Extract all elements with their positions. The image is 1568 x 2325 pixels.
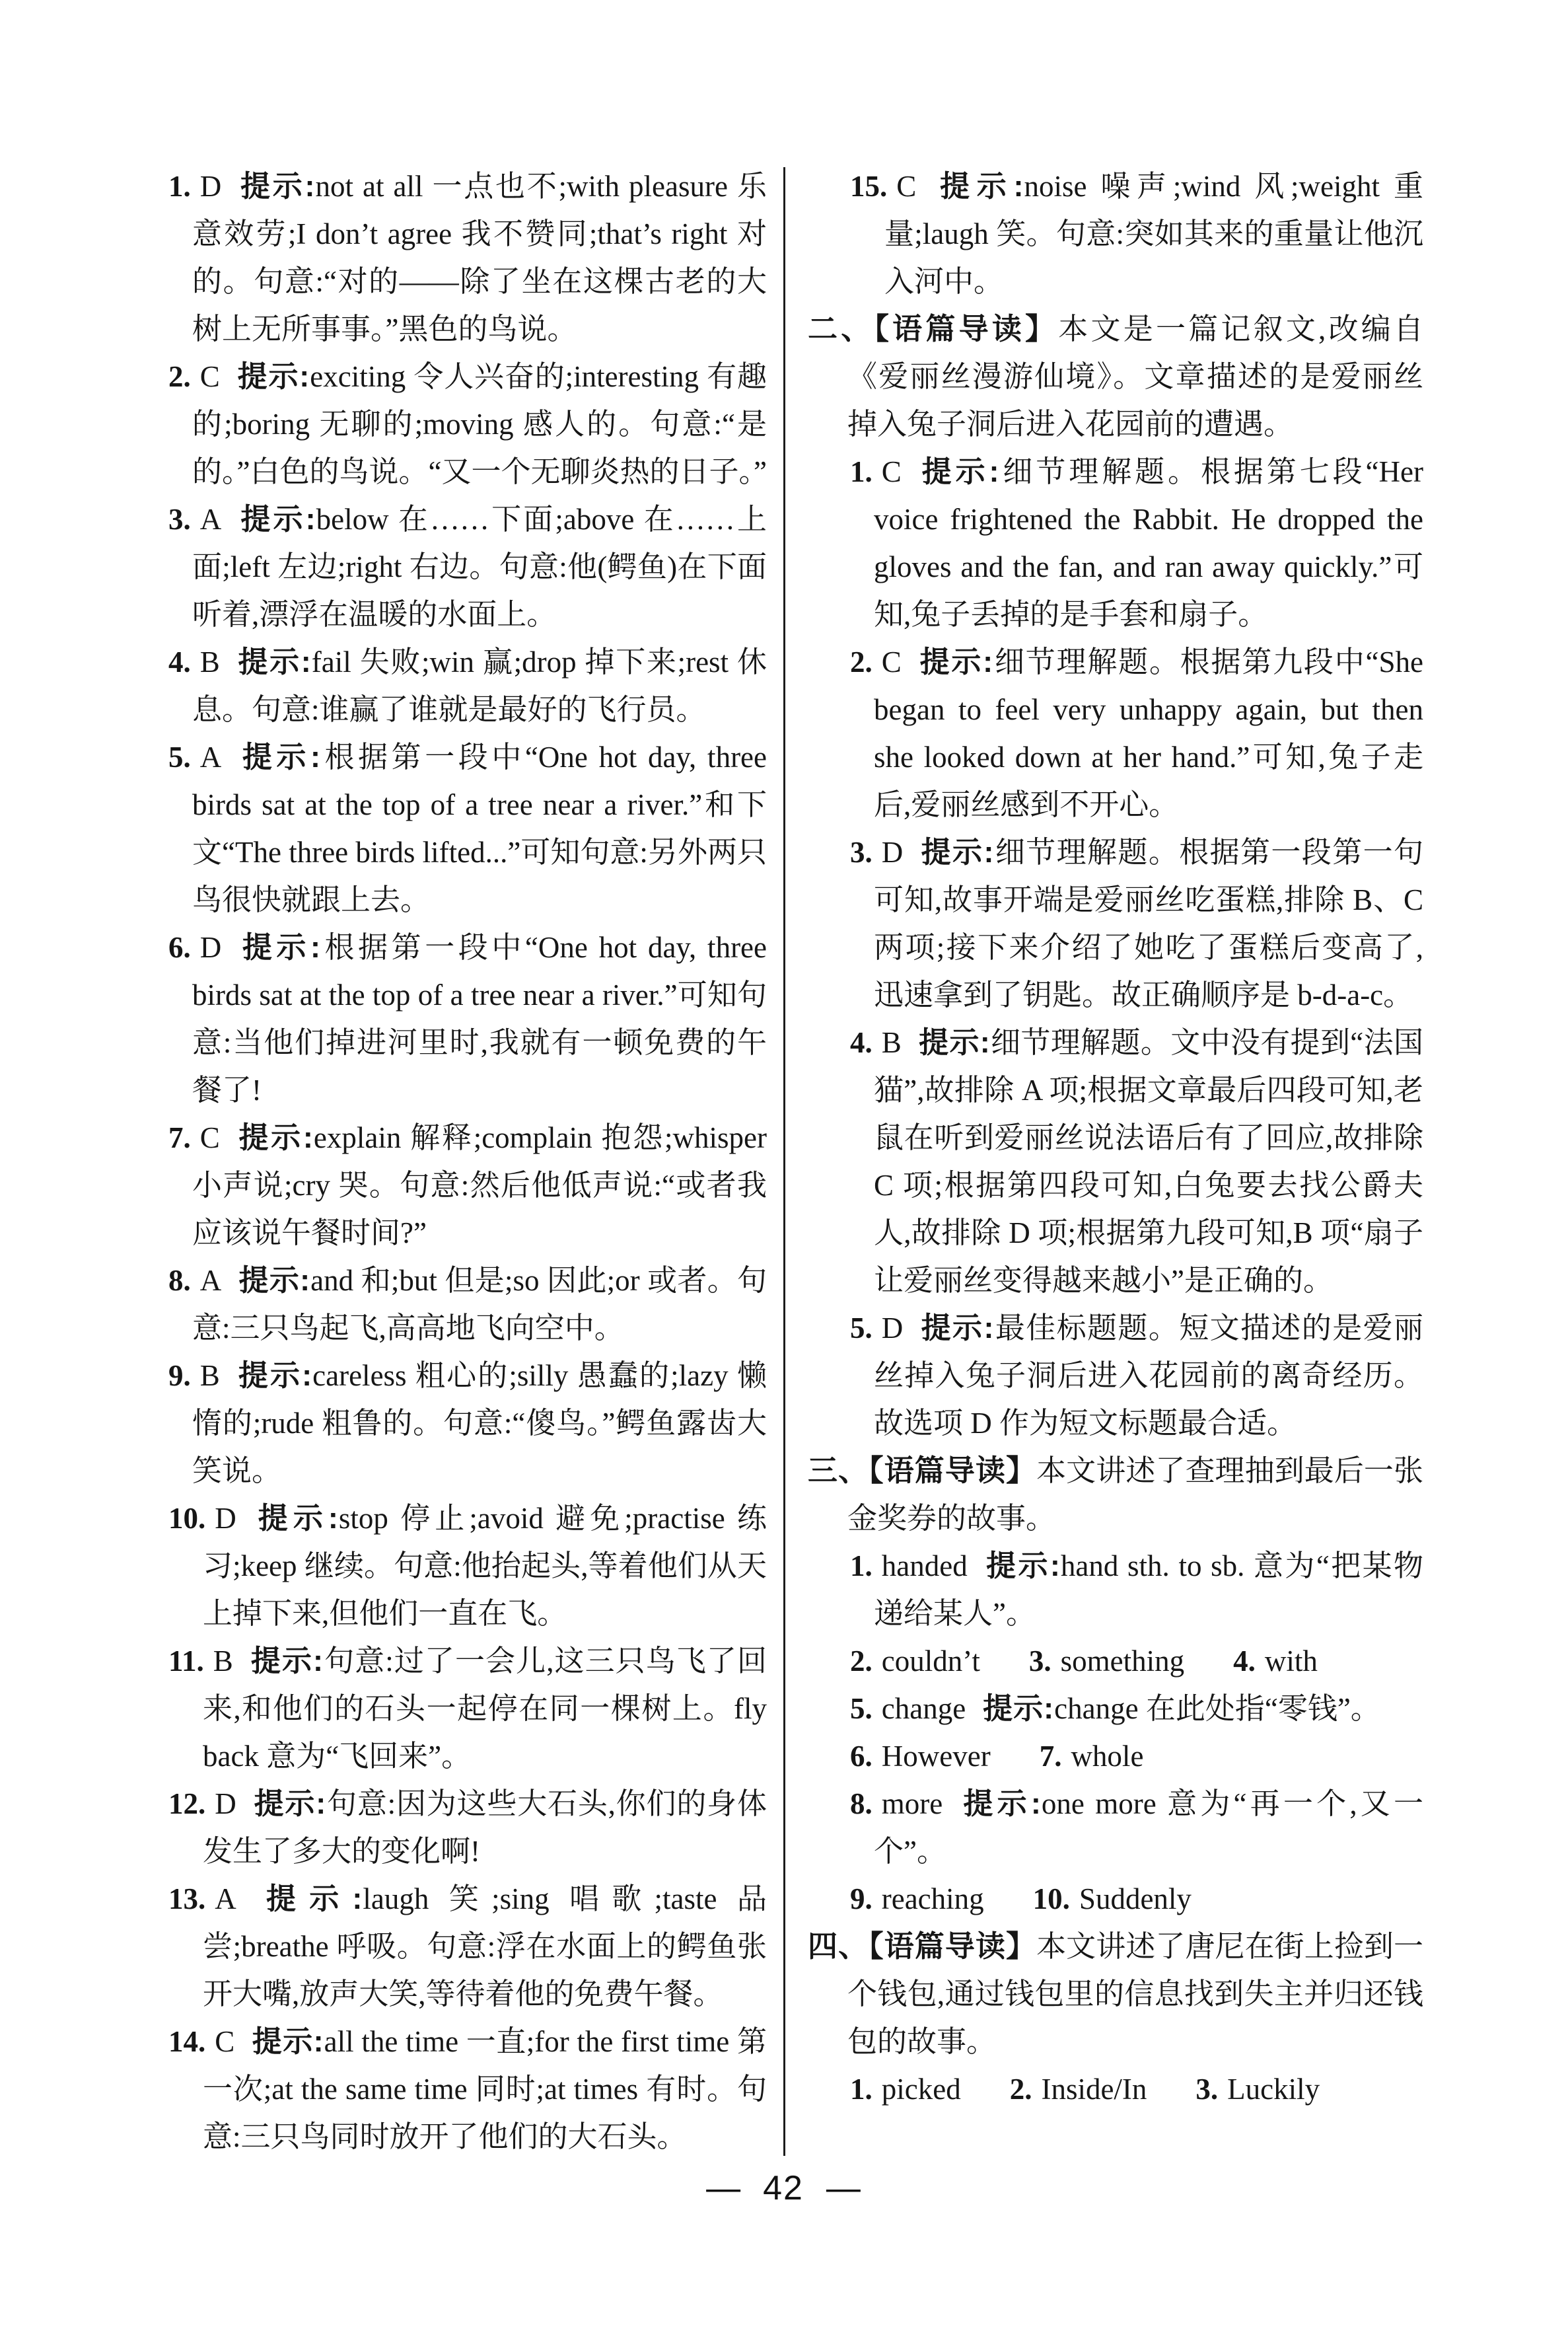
answer-text: C [215,2025,235,2058]
answer-text: C [881,646,902,679]
answer-row [850,1732,1423,1780]
explanation-text: one more 意为“再一个,又一个”。 [874,1787,1423,1868]
item-number: 5. [850,1692,873,1725]
hint-label: 提示: [918,1025,991,1059]
answer-text: Suddenly [1079,1882,1192,1915]
section-header [808,1447,1423,1542]
answer-text: A [199,1264,222,1297]
answer-text: Luckily [1227,2073,1320,2106]
answer-text: handed [881,1549,968,1582]
explanation-text: 本文讲述了查理抽到最后一张金奖券的故事。 [847,1454,1423,1535]
answer-text: C [896,170,917,203]
item-number: 2. [1009,2073,1032,2106]
section-label: 三、【语篇导读】 [808,1454,1037,1487]
hint-label: 提示: [238,930,321,964]
answer-item [168,924,767,1114]
explanation-text: below 在……下面;above 在……上面;left 左边;right 右边。句意:他(鳄鱼)在下面听着,漂浮在温暖的水面上。 [192,503,767,631]
item-number: 8. [850,1787,873,1820]
item-number: 13. [168,1882,206,1915]
item-number: 1. [850,1549,873,1582]
answer-row [850,2065,1423,2113]
explanation-text: stop 停止;avoid 避免;practise 练习;keep 继续。句意:他抬起头,等着他们从天上掉下来,但他们一直在飞。 [203,1502,767,1630]
explanation-text: 细节理解题。文中没有提到“法国猫”,故排除 A 项;根据文章最后四段可知,老鼠在听到爱丽丝说法语后有了回应,故排除 C 项;根据第四段可知,白兔要去找公爵夫人,故排除 D 项;根据第九段可知,B 项“扇子让爱丽丝变得越来越小”是正确的。 [874,1026,1423,1297]
item-number: 4. [1233,1644,1256,1678]
answer-text: D [881,1311,904,1345]
answer-text: reaching [881,1882,984,1915]
answer-item [168,1257,767,1352]
explanation-text: and 和;but 但是;so 因此;or 或者。句意:三只鸟起飞,高高地飞向空中。 [192,1264,767,1345]
answer-item [168,1495,767,1637]
answer-item [168,1114,767,1257]
answer-item [168,496,767,638]
answer-item [850,829,1423,1019]
answer-text: whole [1071,1740,1144,1773]
hint-label: 提示: [236,1358,313,1392]
answer-text: Inside/In [1041,2073,1147,2106]
hint-label: 提示: [918,645,994,679]
explanation-text: 根据第一段中“One hot day, three birds sat at the top of a tree near a river.”可知句意:当他们掉进河里时,我就有一顿免费的午餐了! [192,931,767,1107]
explanation-text: 本文是一篇记叙文,改编自《爱丽丝漫游仙境》。文章描述的是爱丽丝掉入兔子洞后进入花园前的遭遇。 [847,313,1423,441]
explanation-text: 最佳标题题。短文描述的是爱丽丝掉入兔子洞后进入花园前的离奇经历。故选项 D 作为短文标题最合适。 [874,1311,1423,1440]
item-number: 4. [850,1026,873,1059]
answer-item [168,1637,767,1780]
column-divider-line [783,167,785,2156]
answer-text: B [213,1644,233,1678]
item-number: 3. [850,836,873,869]
answer-text: C [881,455,902,488]
hint-label: 提示: [983,1691,1055,1725]
explanation-text: noise 噪声;wind 风;weight 重量;laugh 笑。句意:突如其来的重量让他沉入河中。 [884,170,1423,298]
item-number: 7. [1039,1740,1062,1773]
explanation-text: 句意:因为这些大石头,你们的身体发生了多大的变化啊! [203,1787,767,1868]
section-header [808,305,1423,448]
item-number: 7. [168,1121,191,1154]
explanation-text: 细节理解题。根据第一段第一句可知,故事开端是爱丽丝吃蛋糕,排除 B、C 两项;接下来介绍了她吃了蛋糕后变高了,迅速拿到了钥匙。故正确顺序是 b-d-a-c。 [874,836,1423,1012]
hint-label: 提示: [238,502,316,536]
explanation-text: 根据第一段中“One hot day, three birds sat at the top of a tree near a river.”和下文“The three birds lifted...”可知句意:另外两只鸟很快就跟上去。 [192,741,767,916]
answer-text: B [199,1359,220,1392]
explanation-text: 细节理解题。根据第九段中“She began to feel very unhappy again, but then she looked down at her hand.”可知,兔子走后,爱丽丝感到不开心。 [874,646,1423,821]
answer-text: D [199,170,222,203]
answer-text: D [881,836,904,869]
item-number: 3. [168,503,191,536]
hint-label: 提示: [984,1549,1061,1582]
item-number: 6. [168,931,191,964]
answer-item [850,638,1423,829]
hint-label: 提示: [238,1263,311,1297]
answer-text: C [199,1121,220,1154]
section-header [808,1923,1423,2065]
answer-text: change [881,1692,966,1725]
hint-label: 提示: [236,1121,314,1154]
answer-item [850,1780,1423,1875]
answer-item [168,638,767,733]
answer-text: C [199,360,220,393]
section-label: 四、【语篇导读】 [808,1929,1037,1963]
hint-label: 提示: [253,1882,363,1915]
hint-label: 提示: [933,169,1024,203]
item-number: 9. [168,1359,191,1392]
page-number-right-dash: — [826,2169,861,2207]
explanation-text: change 在此处指“零钱”。 [1054,1692,1380,1725]
explanation-text: laugh 笑;sing 唱歌;taste 品尝;breathe 呼吸。句意:浮在水面上的鳄鱼张开大嘴,放声大笑,等待着他的免费午餐。 [203,1882,767,2011]
explanation-text: hand sth. to sb. 意为“把某物递给某人”。 [874,1549,1423,1630]
explanation-text: fail 失败;win 赢;drop 掉下来;rest 休息。句意:谁赢了谁就是最好的飞行员。 [192,646,767,726]
item-number: 4. [168,646,191,679]
answer-item [850,1542,1423,1637]
answer-text: D [199,931,222,964]
hint-label: 提示: [253,1787,327,1820]
hint-label: 提示: [920,835,995,869]
answer-text: However [881,1740,991,1773]
item-number: 2. [850,646,873,679]
item-number: 8. [168,1264,191,1297]
item-number: 5. [850,1311,873,1345]
hint-label: 提示: [236,645,312,679]
hint-label: 提示: [238,169,316,203]
answer-text: couldn’t [881,1644,980,1678]
answer-text: with [1264,1644,1318,1678]
explanation-text: 本文讲述了唐尼在街上捡到一个钱包,通过钱包里的信息找到失主并归还钱包的故事。 [847,1930,1423,2058]
hint-label: 提示: [960,1787,1042,1820]
hint-label: 提示: [920,1311,995,1345]
answer-item [168,163,767,353]
answer-item [850,1685,1423,1732]
answer-item [850,1304,1423,1447]
item-number: 12. [168,1787,206,1820]
item-number: 1. [850,2073,873,2106]
item-number: 14. [168,2025,206,2058]
answer-item [850,163,1423,305]
answer-text: A [199,741,222,774]
answer-text: more [881,1787,943,1820]
hint-label: 提示: [238,740,321,774]
hint-label: 提示: [252,2024,324,2058]
item-number: 11. [168,1644,204,1678]
item-number: 2. [850,1644,873,1678]
answer-text: B [199,646,220,679]
explanation-text: all the time 一直;for the first time 第一次;at the same time 同时;at times 有时。句意:三只鸟同时放开了他们的大石头。 [203,2025,767,2153]
answers-column-left [168,163,767,2160]
item-number: 10. [168,1502,206,1535]
answer-row [850,1637,1423,1685]
hint-label: 提示: [253,1501,339,1535]
hint-label: 提示: [250,1644,324,1678]
item-number: 2. [168,360,191,393]
item-number: 9. [850,1882,873,1915]
page-number-left-dash: — [706,2169,741,2207]
answer-row [850,1875,1423,1923]
page-number-value: 42 [763,2169,804,2207]
answer-item [850,448,1423,638]
hint-label: 提示: [236,359,310,393]
answer-text: something [1060,1644,1185,1678]
explanation-text: explain 解释;complain 抱怨;whisper 小声说;cry 哭。句意:然后他低声说:“或者我应该说午餐时间?” [192,1121,767,1249]
answer-item [168,353,767,496]
answer-text: A [215,1882,236,1915]
answer-text: D [215,1787,236,1820]
explanation-text: 细节理解题。根据第七段“Her voice frightened the Rabbit. He dropped the gloves and the fan, and ran away quickly.”可知,兔子丢掉的是手套和扇子。 [874,455,1423,631]
explanation-text: not at all 一点也不;with pleasure 乐意效劳;I don’t agree 我不赞同;that’s right 对的。句意:“对的——除了坐在这棵古老的大树上无所事事。”黑色的鸟说。 [192,170,767,346]
explanation-text: 句意:过了一会儿,这三只鸟飞了回来,和他们的石头一起停在同一棵树上。fly back 意为“飞回来”。 [203,1644,767,1773]
item-number: 6. [850,1740,873,1773]
answer-item [168,1780,767,1875]
item-number: 1. [168,170,191,203]
answer-text: D [215,1502,236,1535]
section-label: 二、【语篇导读】 [808,312,1059,346]
answer-item [168,733,767,924]
item-number: 1. [850,455,873,488]
answer-item [168,2018,767,2160]
item-number: 3. [1028,1644,1051,1678]
answers-column-right [808,163,1423,2113]
answer-text: B [881,1026,902,1059]
page-number [684,2168,883,2208]
hint-label: 提示: [918,455,1000,488]
item-number: 5. [168,741,191,774]
answer-text: A [199,503,222,536]
answer-item [168,1352,767,1495]
item-number: 3. [1195,2073,1219,2106]
answer-item [168,1875,767,2018]
answer-text: picked [881,2073,961,2106]
item-number: 15. [850,170,888,203]
item-number: 10. [1032,1882,1070,1915]
explanation-text: exciting 令人兴奋的;interesting 有趣的;boring 无聊的;moving 感人的。句意:“是的。”白色的鸟说。“又一个无聊炎热的日子。” [192,360,767,488]
explanation-text: careless 粗心的;silly 愚蠢的;lazy 懒惰的;rude 粗鲁的。句意:“傻鸟。”鳄鱼露齿大笑说。 [192,1359,767,1487]
answer-item [850,1019,1423,1304]
